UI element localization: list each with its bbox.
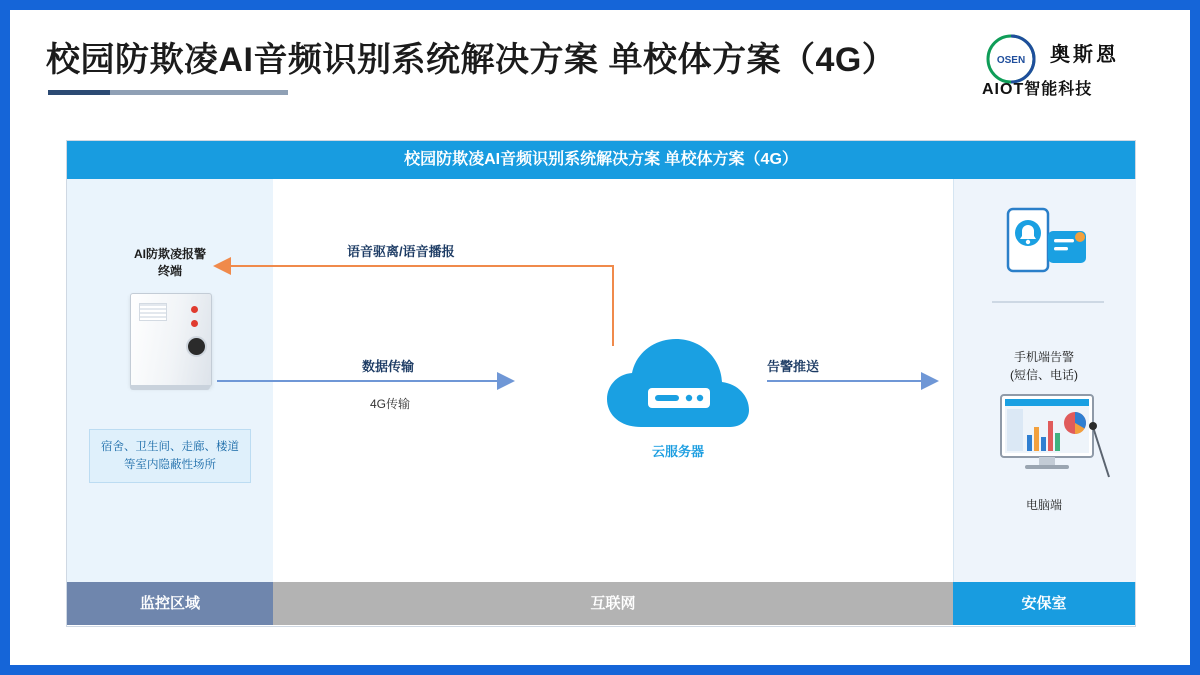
desktop-label: 电脑端: [1025, 498, 1062, 512]
led-indicator-icon: [191, 306, 198, 313]
mobile-alert-label: [957, 348, 1131, 384]
terminal-base: [130, 385, 210, 390]
cloud-server-icon: [603, 331, 753, 435]
label-4g-transfer: 4G传输: [370, 397, 411, 411]
alarm-terminal-device-icon: [130, 293, 212, 387]
mobile-alert-label-line2: (短信、电话): [1010, 368, 1078, 382]
zone-label-internet: 互联网: [273, 582, 953, 625]
label-data-transfer: 数据传输: [362, 359, 415, 374]
logo-tagline: AIOT智能科技: [982, 81, 1093, 98]
title-underline-accent: [48, 90, 110, 95]
cloud-server-label: 云服务器: [651, 444, 704, 459]
logo-company-name: 奥斯恩: [1050, 44, 1119, 66]
terminal-label-line1: AI防欺凌报警: [133, 247, 206, 261]
mobile-alert-label-line1: 手机端告警: [1013, 350, 1074, 364]
svg-text:OSEN: OSEN: [996, 55, 1026, 66]
page-title: 校园防欺凌AI音频识别系统解决方案 单校体方案（4G）: [46, 41, 897, 79]
slide-header: [10, 10, 1190, 115]
mobile-alert-icon: [1002, 203, 1094, 285]
terminal-label: [87, 246, 253, 280]
architecture-diagram: [66, 140, 1136, 627]
label-alert-push: 告警推送: [767, 359, 820, 374]
speaker-grill-icon: [139, 303, 167, 321]
diagram-title: 校园防欺凌AI音频识别系统解决方案 单校体方案（4G）: [67, 141, 1135, 179]
zone-label-security-room: 安保室: [953, 582, 1135, 625]
zone-label-monitoring: 监控区域: [67, 582, 273, 625]
terminal-label-line2: 终端: [157, 264, 182, 278]
company-logo: [978, 30, 1168, 102]
led-indicator-icon: [191, 320, 198, 327]
desktop-dashboard-icon: [995, 391, 1115, 487]
sensor-dome-icon: [186, 336, 207, 357]
phone-shelf-line: [992, 301, 1104, 303]
label-voice-dispersal: 语音驱离/语音播报: [347, 244, 455, 259]
slide: [10, 10, 1190, 665]
terminal-placement-note: 宿舍、卫生间、走廊、楼道等室内隐蔽性场所: [89, 429, 251, 483]
